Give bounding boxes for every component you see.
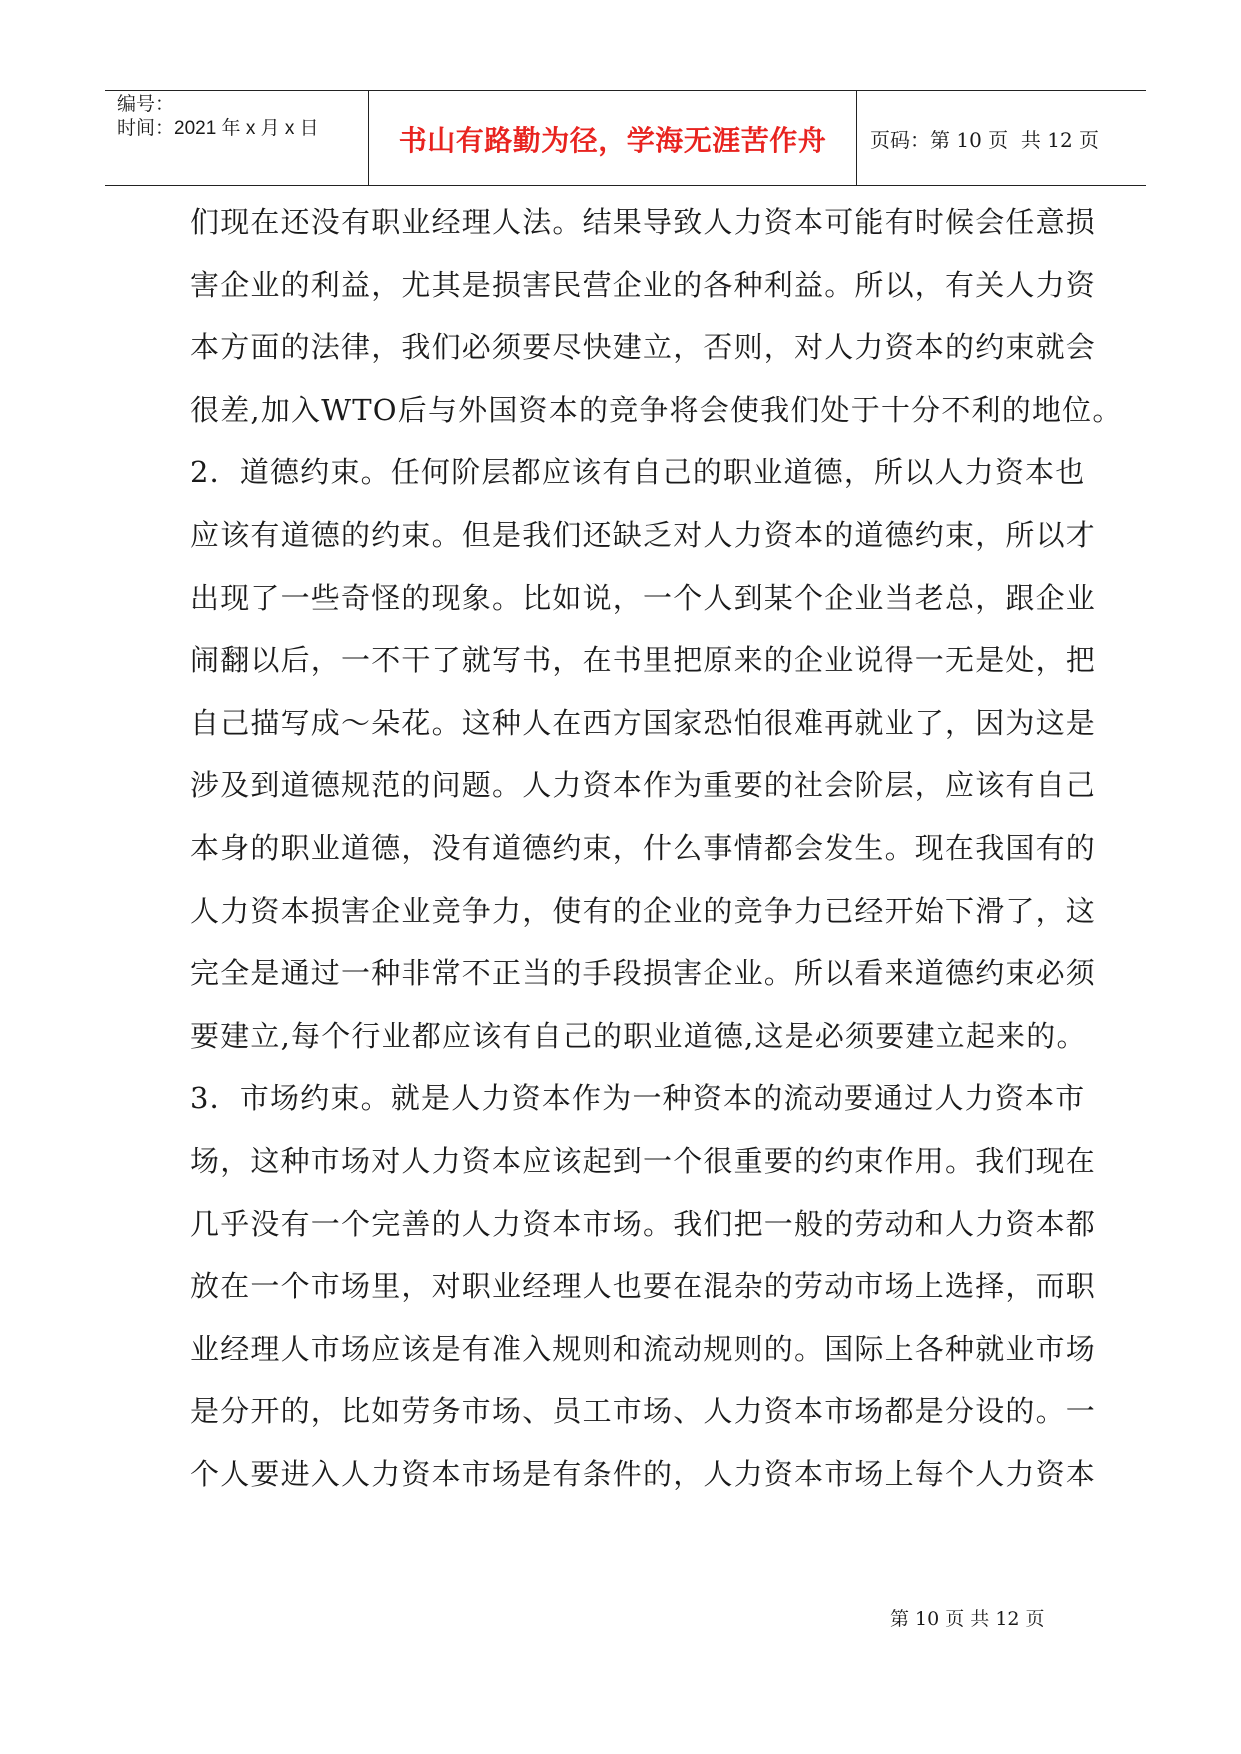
body-line: 闹翻以后，一不干了就写书，在书里把原来的企业说得一无是处，把 — [190, 643, 1097, 678]
body-text — [190, 191, 1123, 1505]
document-number-label: 编号： — [117, 94, 175, 115]
body-line: 很差,加入WTO后与外国资本的竞争将会使我们处于十分不利的地位。 — [190, 392, 1123, 427]
document-date-label: 时间：2021 年 x 月 x 日 — [117, 118, 319, 139]
header-page-info: 页码：第 10 页 共 12 页 — [870, 127, 1100, 152]
body-line: 害企业的利益，尤其是损害民营企业的各种利益。所以，有关人力资 — [190, 267, 1097, 302]
body-line: 人力资本损害企业竞争力，使有的企业的竞争力已经开始下滑了，这 — [190, 893, 1097, 928]
body-line: 应该有道德的约束。但是我们还缺乏对人力资本的道德约束，所以才 — [190, 517, 1097, 552]
header-meta-cell — [105, 91, 369, 185]
header-page-cell — [857, 91, 1146, 185]
body-line: 场，这种市场对人力资本应该起到一个很重要的约束作用。我们现在 — [190, 1143, 1097, 1178]
body-line: 要建立,每个行业都应该有自己的职业道德,这是必须要建立起来的。 — [190, 1018, 1087, 1053]
body-line: 完全是通过一种非常不正当的手段损害企业。所以看来道德约束必须 — [190, 956, 1097, 991]
page-footer: 第 10 页 共 12 页 — [890, 1608, 1045, 1630]
body-line: 是分开的，比如劳务市场、员工市场、人力资本市场都是分设的。一 — [190, 1394, 1097, 1429]
body-line: 几乎没有一个完善的人力资本市场。我们把一般的劳动和人力资本都 — [190, 1206, 1097, 1241]
body-line: 自己描写成～朵花。这种人在西方国家恐怕很难再就业了，因为这是 — [190, 705, 1097, 740]
body-line: 出现了一些奇怪的现象。比如说，一个人到某个企业当老总，跟企业 — [190, 580, 1097, 615]
body-line: 业经理人市场应该是有准入规则和流动规则的。国际上各种就业市场 — [190, 1331, 1097, 1366]
body-line: 们现在还没有职业经理人法。结果导致人力资本可能有时候会任意损 — [190, 205, 1097, 239]
body-line: 涉及到道德规范的问题。人力资本作为重要的社会阶层，应该有自己 — [190, 768, 1097, 803]
header-motto: 书山有路勤为径，学海无涯苦作舟 — [398, 124, 827, 157]
body-line: 个人要进入人力资本市场是有条件的，人力资本市场上每个人力资本 — [190, 1456, 1097, 1491]
body-line: 2．道德约束。任何阶层都应该有自己的职业道德，所以人力资本也 — [190, 455, 1086, 490]
page-header — [105, 90, 1146, 186]
body-line: 放在一个市场里，对职业经理人也要在混杂的劳动市场上选择，而职 — [190, 1269, 1097, 1304]
body-line: 本身的职业道德，没有道德约束，什么事情都会发生。现在我国有的 — [190, 830, 1097, 865]
body-line: 本方面的法律，我们必须要尽快建立，否则，对人力资本的约束就会 — [190, 330, 1097, 365]
body-line: 3．市场约束。就是人力资本作为一种资本的流动要通过人力资本市 — [190, 1081, 1086, 1116]
header-motto-cell — [369, 91, 857, 185]
